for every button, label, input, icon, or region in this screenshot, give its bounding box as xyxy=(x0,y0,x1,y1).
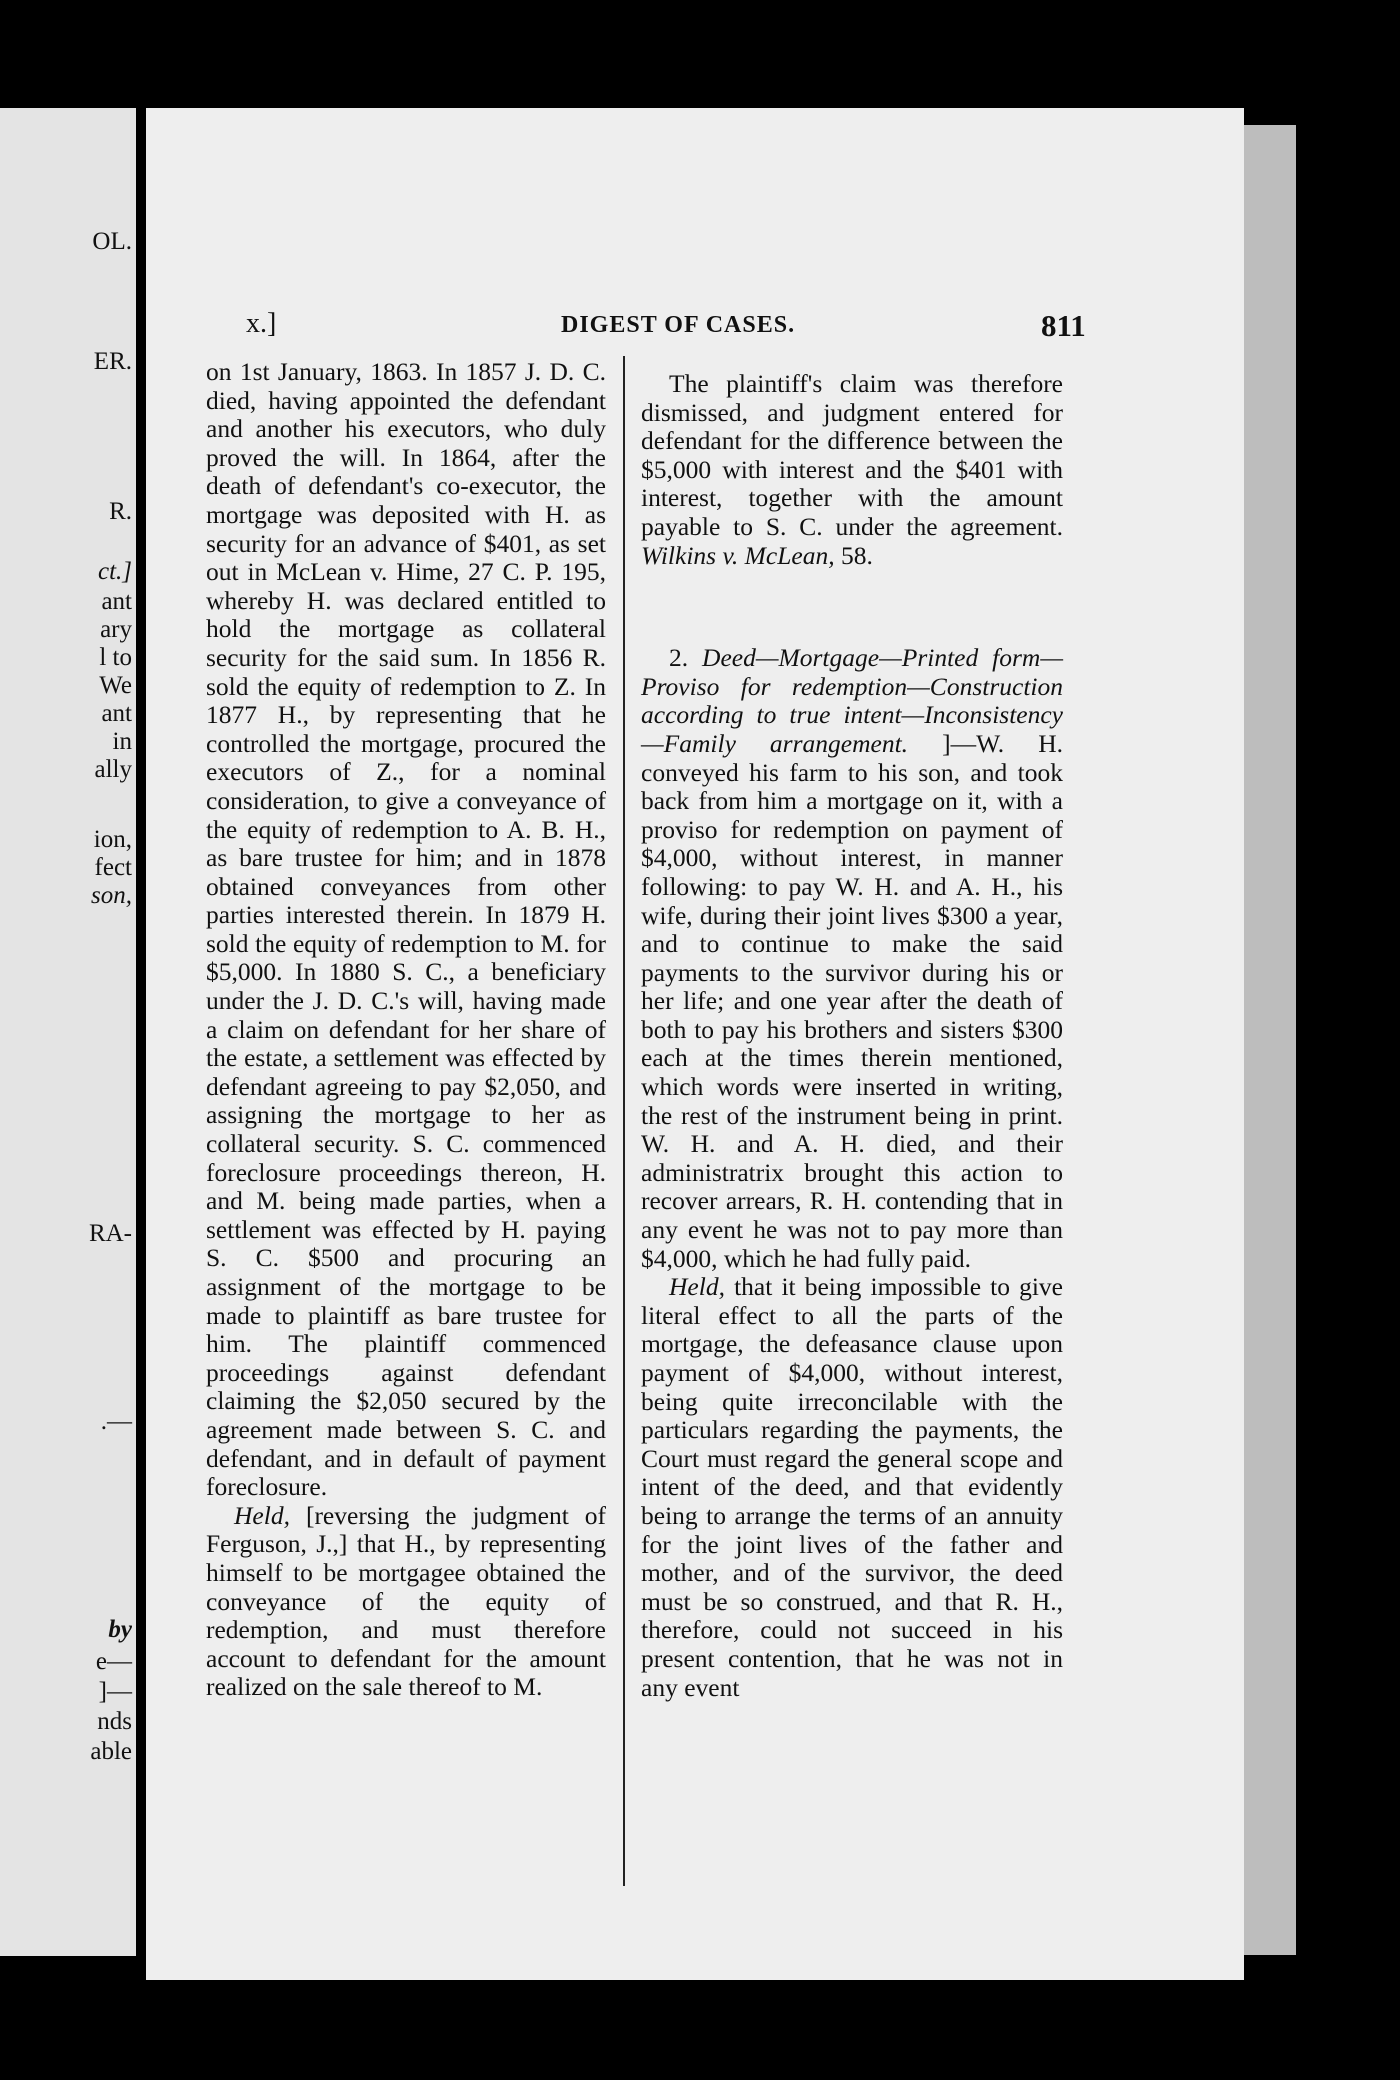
case-paragraph: on 1st January, 1863. In 1857 J. D. C. died, having appointed the defendant and another his executors, who duly proved the will. In 1864, after the death of defendant's co-executor, the mortgage was deposited with H. as security for an advance of $401, as set out in McLean v. Hime, 27 C. P. 195, whereby H. was declared entitled to hold the mortgage as collateral security for the said sum. In 1856 R. sold the equity of redemption to Z. In 1877 H., by representing that he controlled the mortgage, procured the executors of Z., for a nominal consideration, to give a conveyance of the equity of redemption to A. B. H., as bare trustee for him; and in 1878 obtained conveyances from other parties interested therein. In 1879 H. sold the equity of redemption to M. for $5,000. In 1880 S. C., a beneficiary under the J. D. C.'s will, having made a claim on defendant for her share of the estate, a settlement was effected by defendant agreeing to pay $2,050, and assigning the mortgage to her as collateral security. S. C. commenced foreclosure proceedings thereon, H. and M. being made parties, when a settlement was effected by H. paying S. C. $500 and procuring an assignment of the mortgage to be made to plaintiff as bare trustee for him. The plaintiff commenced proceedings against defendant claiming the $2,050 secured by the agreement made between S. C. and defendant, and in default of payment foreclosure. xyxy=(206,357,606,1502)
fragment-line: ion, xyxy=(93,826,132,853)
fragment-line: ]— xyxy=(98,1678,132,1705)
holding-text: [reversing the judgment of Ferguson, J.,] that H., by representing himself to be mortgagee obtained the conveyance of the equity of redemption, and must therefore account to defendant for the amount realized on the sale thereof to M. xyxy=(206,1500,607,1702)
fragment-line: in xyxy=(112,728,132,755)
book-page xyxy=(146,108,1244,1980)
citation-end: 58. xyxy=(840,540,873,570)
fragment-line: ant xyxy=(101,588,132,615)
entry-gap xyxy=(641,570,1063,644)
fragment-line: l to xyxy=(99,644,132,671)
fragment-line: ER. xyxy=(93,348,132,375)
fragment-line: R. xyxy=(109,498,132,525)
disposition-text: The plaintiff's claim was therefore dismissed, and judgment entered for defendant for the difference between the $5,000 with interest and the $401 with interest, together with the amount payable to S. C. under the agreement. xyxy=(641,369,1063,541)
entry-number: 2. xyxy=(669,643,689,673)
running-header xyxy=(146,308,1244,358)
digest-entry xyxy=(641,644,1063,1273)
fragment-line: ct.] xyxy=(97,558,132,585)
held-label: Held, xyxy=(234,1500,290,1530)
holding-paragraph xyxy=(206,1502,606,1702)
entry-text: ]—W. H. conveyed his farm to his son, and took back from him a mortgage on it, with a proviso for redemption on payment of $4,000, without interest, in manner following: to pay W. H. and A. H., his wife, during their joint lives $300 a year, and to continue to make the said payments to the survivor during his or her life; and one year after the death of both to pay his brothers and sisters $300 each at the times therein mentioned, which words were inserted in writing, the rest of the instrument being in print. W. H. and A. H. died, and their administratrix brought this action to recover arrears, R. H. contending that in any event he was not to pay more than $4,000, which he had fully paid. xyxy=(641,728,1063,1273)
page-edge-shadow xyxy=(1244,125,1296,1955)
holding-text: that it being impossible to give literal effect to all the parts of the mortgage, the defeasance clause upon payment of $4,000, without interest, being quite irreconcilable with the particulars regarding the payments, the Court must regard the general scope and intent of the deed, and that evidently being to arrange the terms of an annuity for the joint lives of the father and mother, and of the survivor, the deed must be so construed, and that R. H., therefore, could not succeed in his present contention, that he was not in any event xyxy=(641,1272,1063,1702)
fragment-line: ary xyxy=(100,616,132,643)
column-divider xyxy=(623,356,625,1886)
fragment-line: by xyxy=(108,1616,132,1643)
section-marker: x.] xyxy=(246,308,277,339)
holding-paragraph xyxy=(641,1273,1063,1702)
case-citation: Wilkins v. McLean, xyxy=(641,540,835,570)
held-label: Held, xyxy=(669,1272,725,1302)
fragment-line: e— xyxy=(95,1648,132,1675)
page-number: 811 xyxy=(1041,308,1086,343)
fragment-line: We xyxy=(99,672,132,699)
fragment-line: .— xyxy=(100,1408,132,1435)
right-column xyxy=(641,370,1063,1702)
fragment-line: son, xyxy=(91,882,132,909)
fragment-line: able xyxy=(90,1738,132,1765)
left-column xyxy=(206,358,606,1702)
fragment-line: ant xyxy=(101,700,132,727)
entry-heading: Deed—Mortgage—Printed form—Proviso for redemption—Construction according to true intent—Inconsistency—Family arrangement. xyxy=(641,643,1063,758)
fragment-line: nds xyxy=(97,1708,132,1735)
fragment-line: OL. xyxy=(92,228,132,255)
adjacent-page-fragment xyxy=(0,108,136,1956)
fragment-line: RA- xyxy=(88,1220,132,1247)
fragment-line: ally xyxy=(94,756,132,783)
disposition-paragraph xyxy=(641,370,1063,570)
fragment-line: fect xyxy=(94,854,132,881)
running-title: DIGEST OF CASES. xyxy=(561,312,796,338)
